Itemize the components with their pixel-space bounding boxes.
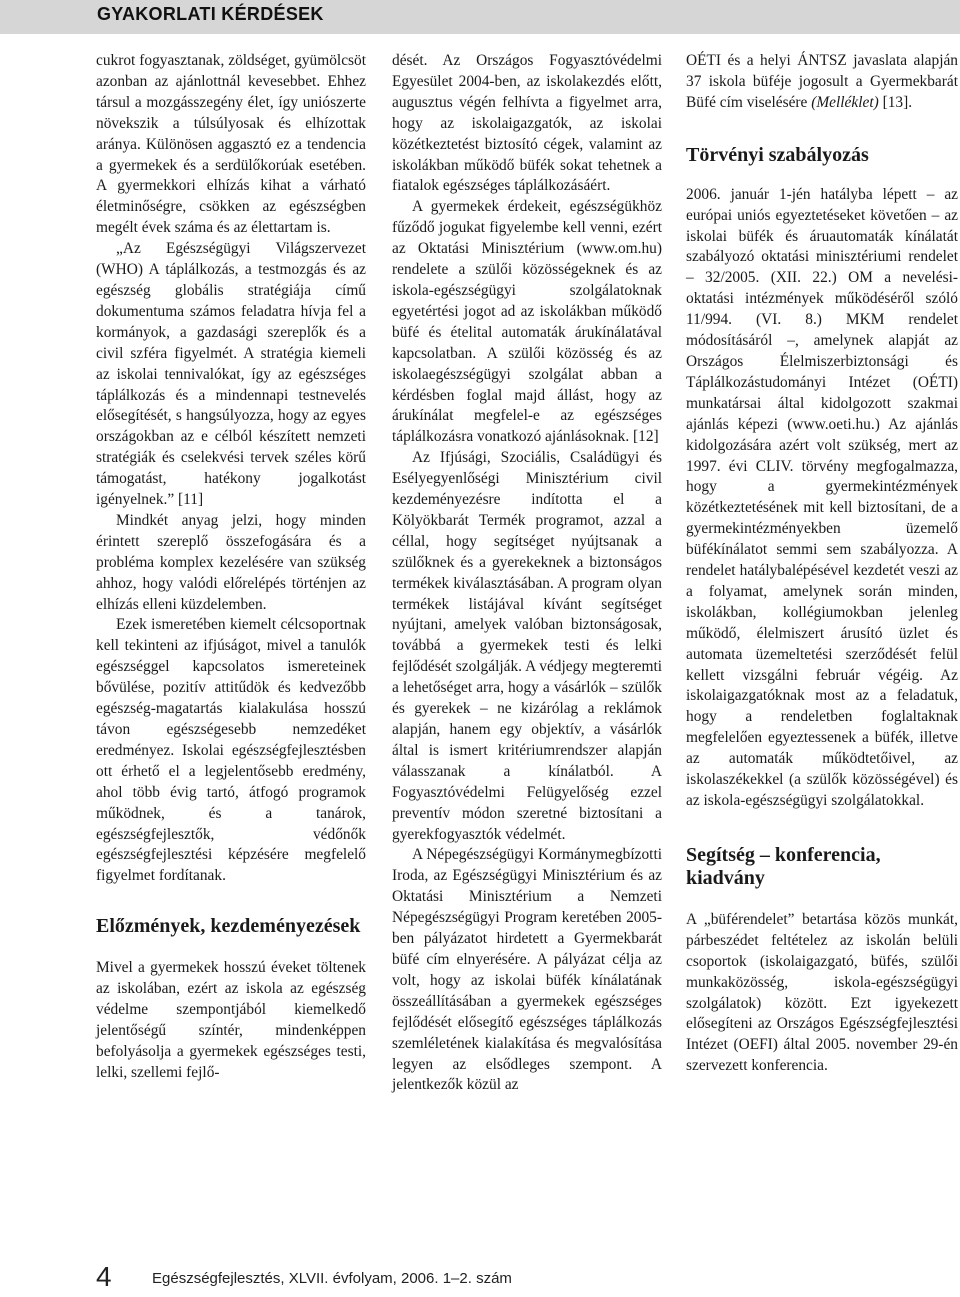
annex-reference: (Melléklet) <box>811 93 879 111</box>
section-heading: Törvényi szabályozás <box>686 143 869 166</box>
paragraph: A gyermekek érdekeit, egészségükhöz fűződő jogukat figyelembe kell venni, ezért az Oktatási Minisztérium (www.om.hu) rendelete a szülői közösségeknek és az iskola-egészségügyi szolgálatoknak egyetértési jogot ad az iskolákban működő büfé és ételital automaták árukínálatával kapcsolatban. A szülői közösség és az iskolaegészségügyi szolgálat abban a kérdésben foglal majd állást, hogy az árukínálat megfelel-e az egészséges táplálkozásra vonatkozó ajánlásoknak. [12] <box>392 198 662 446</box>
paragraph: cukrot fogyasztanak, zöldséget, gyümölcsöt azonban az ajánlottnál kevesebbet. Ehhez társul a mozgásszegény élet, így uniószerte növekszik a túlsúlyosak és elhízottak aránya. Különösen aggasztó ez a tendencia a gyermekek és a serdülőkorúak esetében. A gyermekkori elhízás kihat a várható életminőségre, csökken az egészségben megélt évek száma és az élettartam is. <box>96 52 366 237</box>
section-heading: Előzmények, kezdeményezések <box>96 915 361 938</box>
paragraph <box>686 51 958 114</box>
paragraph: A „büférendelet” betartása közös munkát, párbeszédet feltételez az iskolán belüli csoportok (iskolaigazgató, büfés, szülői munkaközösség, iskola-egészségügyi szolgálatok) között. Ezt igyekezett elősegíteni az Országos Egészségfejlesztési Intézet (OEFI) által 2005. november 29-én szervezett konferencia. <box>686 910 958 1075</box>
page-footer <box>96 1262 796 1292</box>
section-header-bar <box>0 0 960 34</box>
paragraph: Az Ifjúsági, Szociális, Családügyi és Esélyegyenlőségi Minisztérium civil kezdeményezésre indította el a Kölyökbarát Termék programot, azzal a céllal, hogy segítséget nyújtsanak a szülőknek és a gyerekeknek a biztonságos termékek kiválasztásában. A program olyan termékek listájával kívánt segítséget nyújtani, amelyek valóban biztonságosak, továbbá a gyermekek testi és lelki fejlődését szolgálják. A védjegy megteremti a lehetőséget arra, hogy a vásárlók – szülők és gyerekek – ne kizárólag a reklámok alapján, hanem egy objektív, a vásárlók által is ismert kritériumrendszer alapján válasszanak a kínálatból. A Fogyasztóvédelmi Felügyelőség ezzel preventív módon szeretné biztosítani a gyerekfogyasztók védelmét. <box>392 449 662 843</box>
column-3 <box>686 51 958 1077</box>
citation: [13]. <box>878 93 913 111</box>
paragraph: Mivel a gyermekek hosszú éveket töltenek az iskolában, ezért az iskola az egészség védelme szempontjából kiemelkedő jelentőségű színtér, mindenképpen befolyásolja a gyermekek egészséges testi, lelki, szellemi fejlő- <box>96 959 366 1081</box>
column-2 <box>392 51 662 1096</box>
page-number: 4 <box>96 1261 112 1292</box>
section-title: GYAKORLATI KÉRDÉSEK <box>97 4 324 24</box>
journal-citation: Egészségfejlesztés, XLVII. évfolyam, 2006. 1–2. szám <box>152 1270 512 1287</box>
paragraph: „Az Egészségügyi Világszervezet (WHO) A táplálkozás, a testmozgás és az egészség globális stratégiája című dokumentuma számos feladatra hívja fel a kormányok, a gazdasági szereplők és a civil szféra figyelmét. A stratégia kiemeli az iskolai tennivalókat, így az egészséges táplálkozás és a mindennapi testnevelés elősegítését, s hangsúlyozza, hogy az egyes országokban az e célból készített nemzeti stratégiák és cselekvési tervek széles körű támogatást, hatékony jogalkotást igényelnek.” [11] <box>96 240 366 509</box>
paragraph: Mindkét anyag jelzi, hogy minden érintett szereplő összefogására és a probléma komplex kezelésére van szükség ahhoz, hogy valódi előrelépés történjen az elhízás elleni küzdelemben. <box>96 511 366 613</box>
paragraph: A Népegészségügyi Kormánymegbízotti Iroda, az Egészségügyi Minisztérium és az Oktatási Minisztérium a Nemzeti Népegészségügyi Program keretében 2005-ben pályázatot hirdetett a Gyermekbarát büfé cím elnyerésére. A pályázat célja az volt, hogy az iskolai büfék kínálatának összeállításában a gyermekek egészséges fejlődését elősegítő egészséges táplálkozás szemléletének kialakítása és megvalósítása legyen az elsődleges szempont. A jelentkezők közül az <box>392 846 662 1094</box>
paragraph-text: OÉTI és a helyi ÁNTSZ javaslata alapján 37 iskola büféje jogosult a Gyermekbarát Büfé cím viselésére <box>686 52 958 111</box>
paragraph: Ezek ismeretében kiemelt célcsoportnak kell tekinteni az ifjúságot, mivel a tanulók egészséggel kapcsolatos ismereteinek bővülése, pozitív attitűdök és kedvezőbb egészség-magatartás kialakulása hosszú távon egészségesebb nemzedéket eredményez. Iskolai egészségfejlesztésben ott érhető el a legjelentősebb eredmény, ahol több évig tartó, átfogó programok működnek, és a tanárok, egészségfejlesztők, védőnők egészségfejlesztési képzésére megfelelő figyelmet fordítanak. <box>96 616 366 885</box>
column-1 <box>96 51 366 1084</box>
paragraph: dését. Az Országos Fogyasztóvédelmi Egyesület 2004-ben, az iskolakezdés előtt, augusztus végén felhívta a figyelmet arra, hogy az iskolaigazgatók, az iskolai közétkeztetést biztosító cégek, valamint az iskolákban működő büfék sokat tehetnek a fiatalok egészséges táplálkozásáért. <box>392 52 662 195</box>
section-heading: Segítség – konferencia, kiadvány <box>686 843 881 889</box>
paragraph: 2006. január 1-jén hatályba lépett – az európai uniós egyeztetéseket követően – az iskolai büfék és áruautomaták kínálatát szabályozó oktatási minisztériumi rendelet – 32/2005. (XII. 22.) OM a nevelési-oktatási intézmények működéséről szóló 11/994. (VI. 8.) MKM rendelet módosításáról –, amelynek alapját az Országos Élelmiszerbiztonsági és Táplálkozástudományi Intézet (OÉTI) munkatársai által kidolgozott szakmai ajánlás képezi (www.oeti.hu.) Az ajánlás kidolgozására azért volt szükség, mert az 1997. évi CLIV. törvény megfogalmazza, hogy a gyermekintézmények közétkeztetésének mit kell biztosítani, de a gyermekintézményekben üzemelő büfékínálatot semmi sem szabályozza. A rendelet hatálybalépésével kezdetét veszi az a folyamat, amelynek során minden, iskolákban, kollégiumokban jelenleg működő, élelmiszert árusító üzlet és automata üzemeltetési szerződését felül kellett vizsgálni február végéig. Az iskolaigazgatóknak most az a feladatuk, hogy a rendeletben foglaltaknak megfelelően egyeztessenek a büfék, illetve az automaták működtetőivel, az iskolaszékekkel (a szülők közösségével) és az iskola-egészségügyi szolgálatokkal. <box>686 185 958 809</box>
